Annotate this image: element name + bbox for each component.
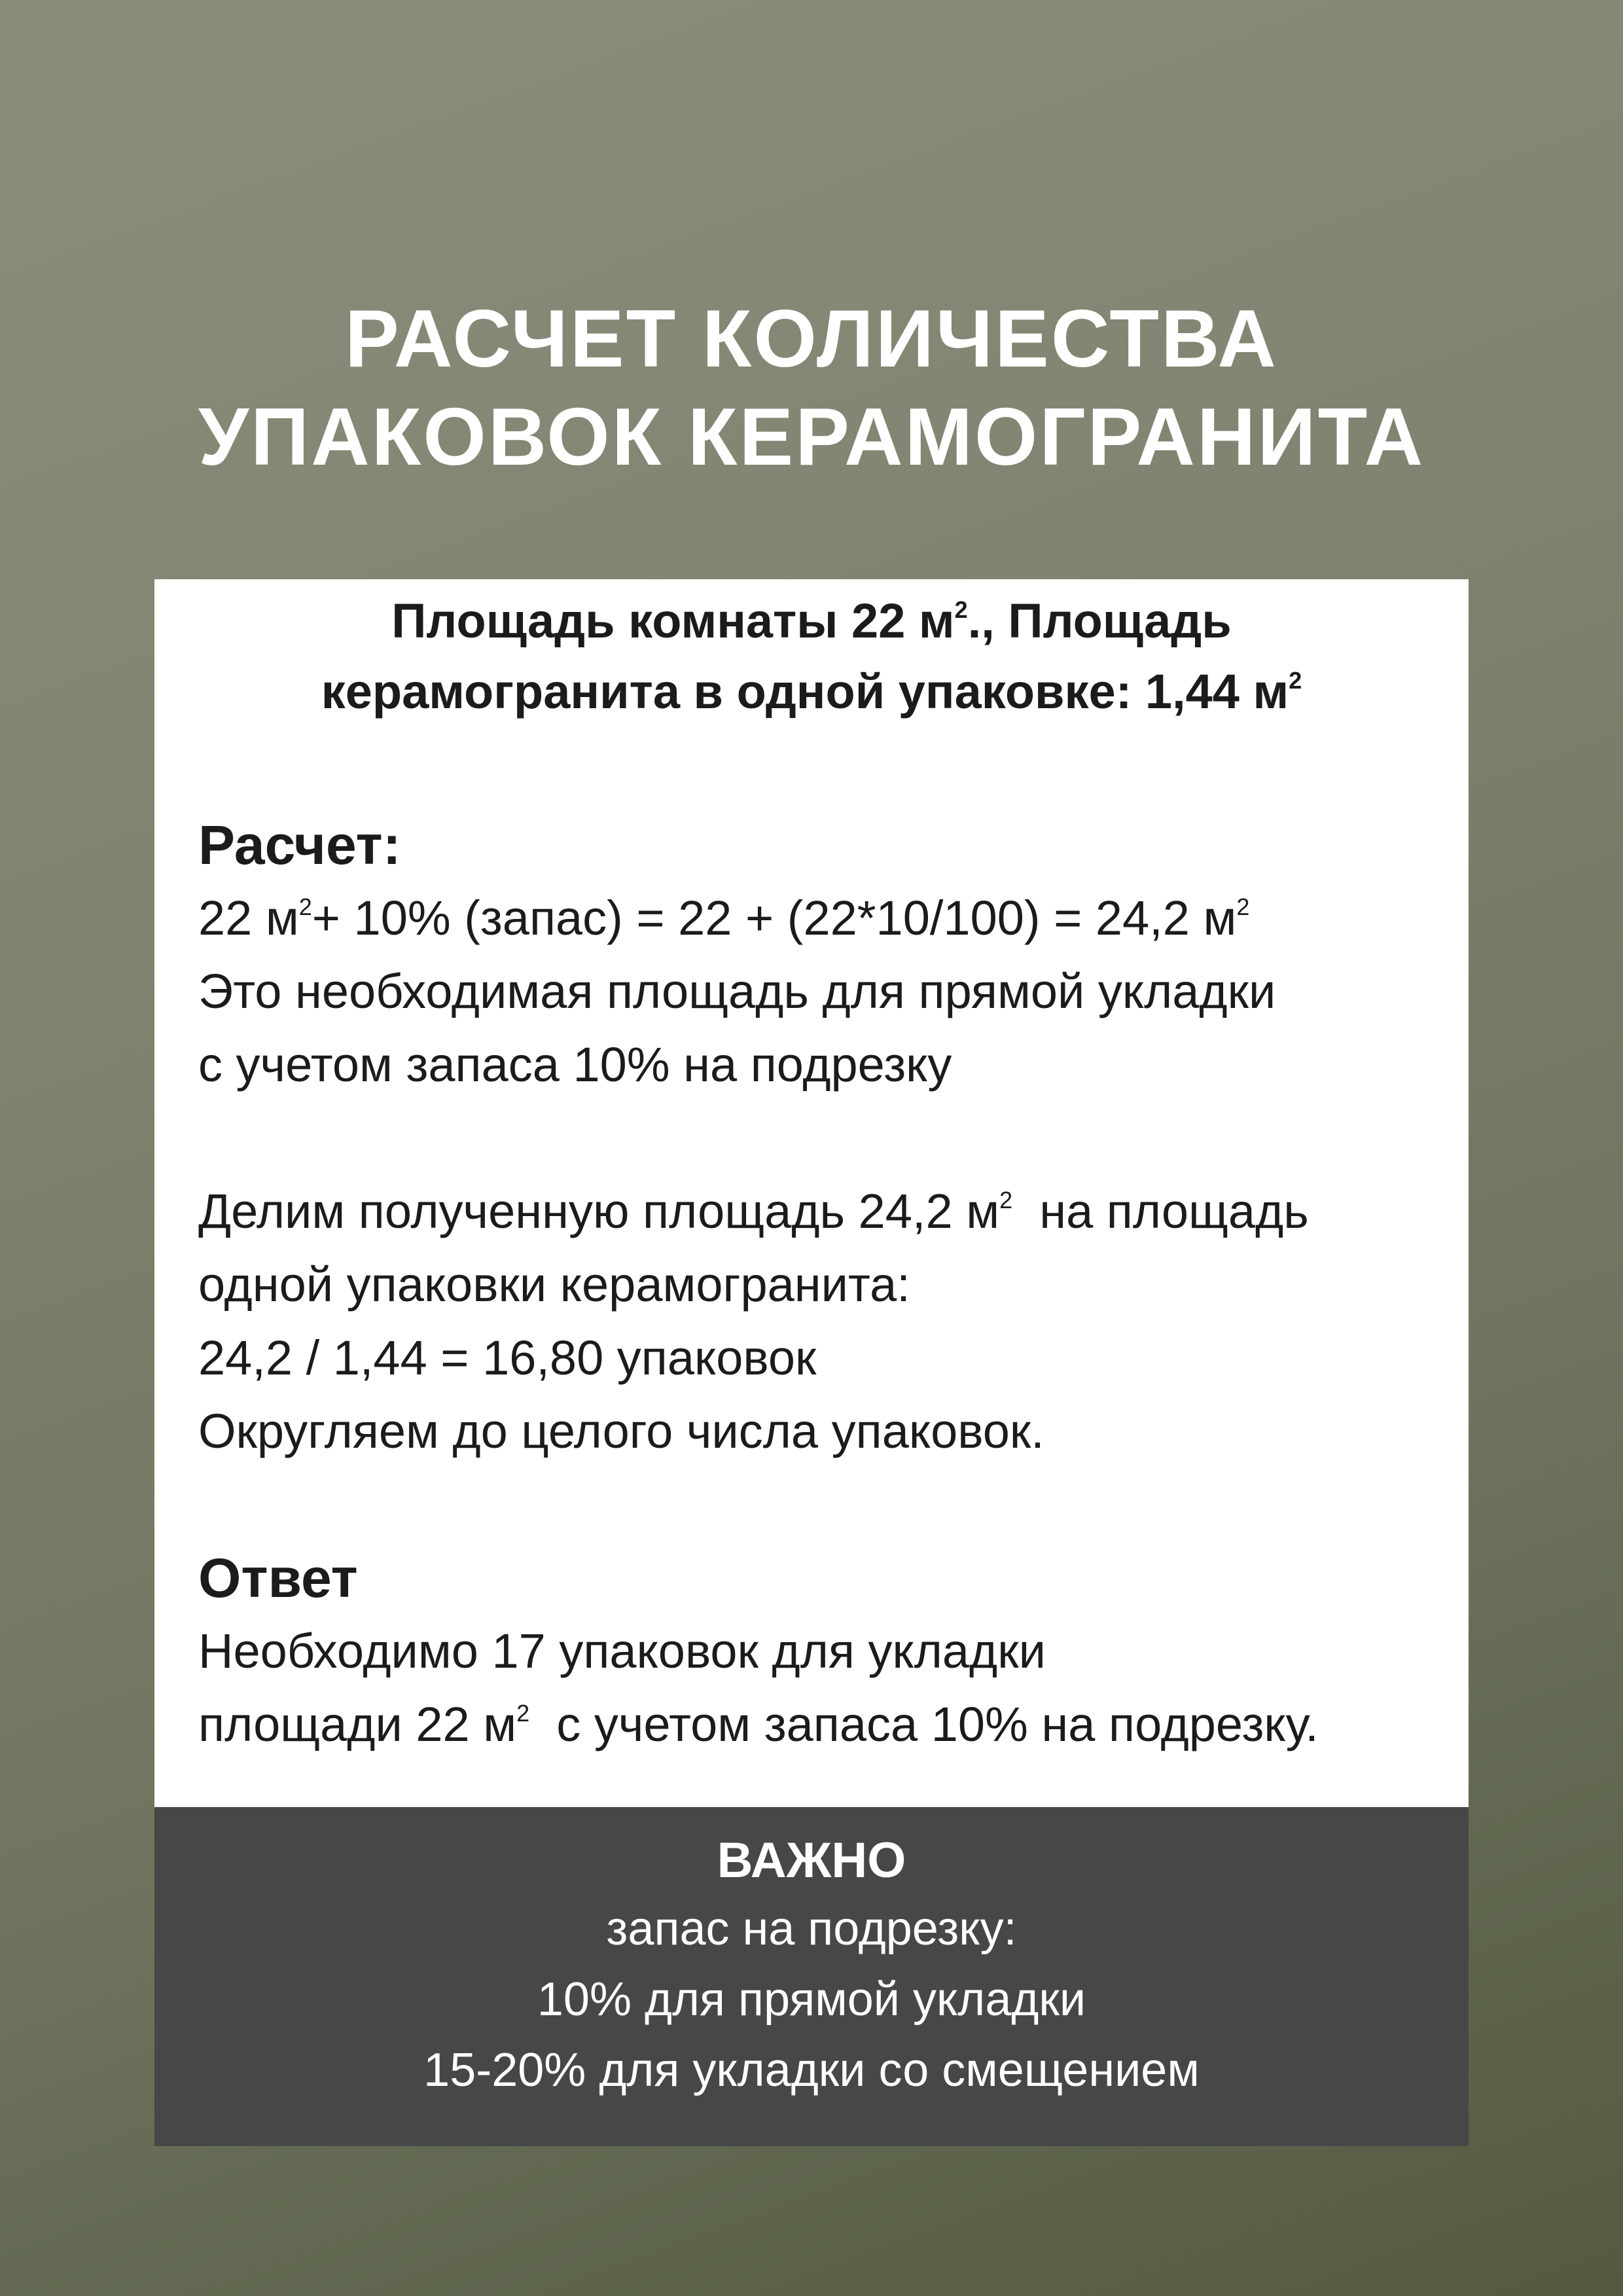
intro-block [154, 586, 1469, 727]
superscript: 2 [516, 1700, 530, 1727]
note-line-3: 15-20% для укладки со смещением [423, 2044, 1200, 2096]
superscript: 2 [954, 596, 968, 623]
intro-line-2: керамогранита в одной упаковке: 1,44 $м^2$ [321, 664, 1302, 719]
calc-formula: 22 $м^2+ 10\%$ (запас) = 22 + (22*10/100) = 24,2 $м^2$ [198, 891, 1250, 945]
calc-result: 24,2 / 1,44 = 16,80 упаковок [198, 1331, 817, 1385]
calc-divide-2: одной упаковки керамогранита: [198, 1257, 910, 1312]
superscript: 2 [298, 893, 312, 920]
calc-round: Округляем до целого числа упаковок. [198, 1404, 1044, 1458]
page-title [0, 290, 1623, 486]
calc-divide-1: Делим полученную площадь 24,2 $м^2$ на площадь [198, 1184, 1309, 1238]
answer-line-2: площади 22 $м^2$ с учетом запаса 10% на подрезку. [198, 1697, 1319, 1751]
calculation-content [198, 808, 1442, 1761]
calc-heading: Расчет: [198, 814, 401, 876]
important-note [154, 1807, 1469, 2146]
note-line-1: запас на подрезку: [606, 1903, 1017, 1955]
calc-explain-1: Это необходимая площадь для прямой укладки [198, 964, 1276, 1018]
title-line-1: РАСЧЕТ КОЛИЧЕСТВА [345, 294, 1278, 385]
calculation-card [154, 579, 1469, 1807]
answer-line-1: Необходимо 17 упаковок для укладки [198, 1624, 1046, 1678]
title-line-2: УПАКОВОК КЕРАМОГРАНИТА [198, 392, 1425, 483]
superscript: 2 [999, 1187, 1013, 1213]
note-title: ВАЖНО [717, 1833, 906, 1888]
note-line-2: 10% для прямой укладки [537, 1973, 1086, 2026]
intro-line-1: Площадь комнаты 22 $м^2$., Площадь [391, 594, 1232, 648]
calc-explain-2: с учетом запаса 10% на подрезку [198, 1037, 952, 1092]
answer-heading: Ответ [198, 1547, 358, 1609]
superscript: 2 [1289, 667, 1302, 694]
superscript: 2 [1236, 893, 1250, 920]
